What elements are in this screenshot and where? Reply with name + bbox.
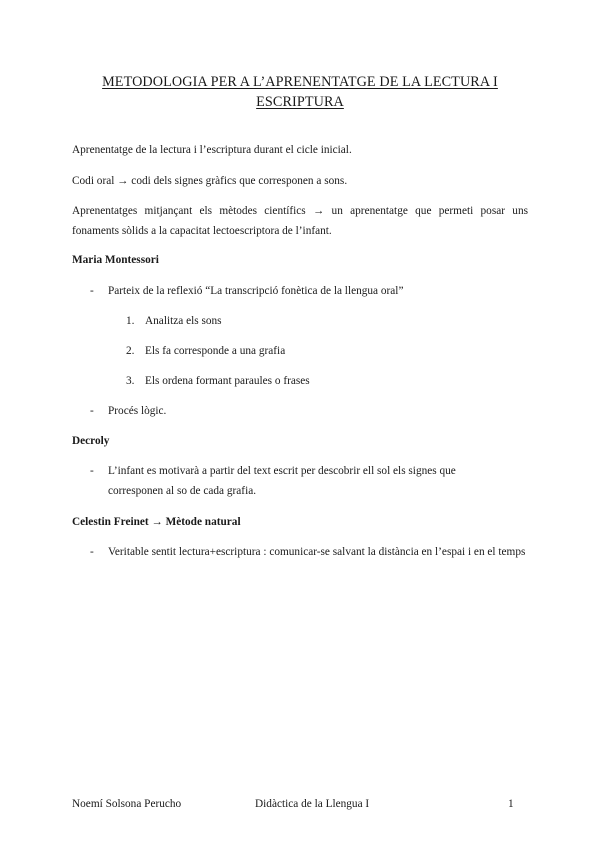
list-item-text: L’infant es motivarà a partir del text escrit per descobrir ell sol els signes que corresponen al so de cada grafia. bbox=[108, 465, 456, 497]
footer-page-number: 1 bbox=[508, 798, 514, 810]
footer-author: Noemí Solsona Perucho bbox=[72, 798, 182, 810]
intro-paragraph-2: Codi oral → codi dels signes gràfics que corresponen a sons. bbox=[72, 175, 348, 187]
intro-paragraph-3: Aprenentatges mitjançant els mètodes científics → un aprenentatge que permeti posar uns fonaments sòlids a la capacitat lectoescriptora de l’infant. bbox=[72, 205, 528, 237]
intro-paragraph-1: Aprenentatge de la lectura i l’escriptura durant el cicle inicial. bbox=[72, 144, 352, 156]
document-title bbox=[72, 72, 528, 112]
section-heading-freinet: Celestin Freinet → Mètode natural bbox=[72, 516, 241, 528]
list-dash: - bbox=[90, 465, 94, 477]
title-line-2: ESCRIPTURA bbox=[256, 94, 344, 110]
list-dash: - bbox=[90, 546, 94, 558]
item-number: 1. bbox=[126, 315, 135, 327]
section-heading-montessori: Maria Montessori bbox=[72, 254, 159, 266]
footer-subject: Didàctica de la Llengua I bbox=[255, 798, 370, 810]
list-item bbox=[90, 281, 528, 301]
title-line-1: METODOLOGIA PER A L’APRENENTATGE DE LA LECTURA I bbox=[102, 74, 498, 90]
list-item-text: Parteix de la reflexió “La transcripció fonètica de la llengua oral” bbox=[108, 285, 404, 297]
numbered-item-text: Analitza els sons bbox=[145, 315, 222, 327]
list-dash: - bbox=[90, 285, 94, 297]
list-item-text: Procés lògic. bbox=[108, 405, 167, 417]
list-dash: - bbox=[90, 405, 94, 417]
list-item bbox=[90, 401, 528, 421]
list-item bbox=[90, 542, 528, 562]
item-number: 3. bbox=[126, 375, 135, 387]
numbered-item-text: Els ordena formant paraules o frases bbox=[145, 375, 310, 387]
numbered-item bbox=[126, 341, 285, 361]
numbered-item bbox=[126, 371, 310, 391]
numbered-item bbox=[126, 311, 222, 331]
item-number: 2. bbox=[126, 345, 135, 357]
list-item bbox=[90, 461, 528, 501]
list-item-text: Veritable sentit lectura+escriptura : comunicar-se salvant la distància en l’espai i en el temps bbox=[108, 546, 526, 558]
section-heading-decroly: Decroly bbox=[72, 435, 110, 447]
numbered-item-text: Els fa corresponde a una grafia bbox=[145, 345, 286, 357]
